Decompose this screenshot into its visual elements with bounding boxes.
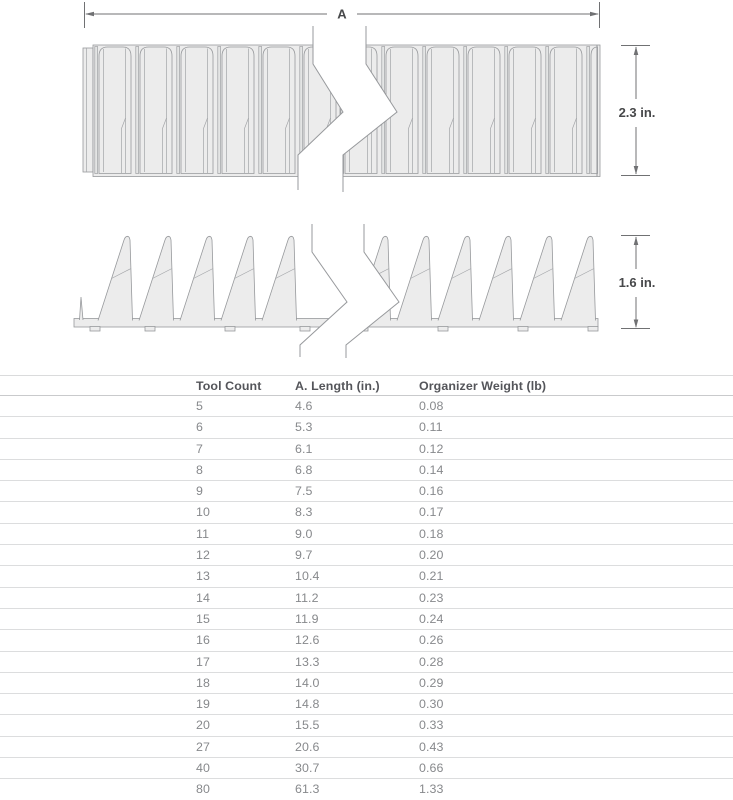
cell-weight: 0.14 bbox=[419, 462, 444, 477]
cell-tool-count: 15 bbox=[196, 611, 210, 626]
table-row bbox=[0, 439, 733, 460]
table-row bbox=[0, 737, 733, 758]
rail-end-cap bbox=[83, 48, 93, 172]
cell-tool-count: 18 bbox=[196, 675, 210, 690]
base-foot bbox=[145, 327, 155, 332]
tooth bbox=[221, 236, 256, 320]
dim-depth-arrow-down bbox=[634, 320, 639, 329]
dim-height-arrow-up bbox=[634, 47, 639, 56]
table-row bbox=[0, 417, 733, 438]
cell-weight: 0.11 bbox=[419, 420, 443, 435]
dim-a-label: A bbox=[337, 6, 347, 22]
cell-length: 9.7 bbox=[295, 548, 313, 563]
tooth bbox=[397, 236, 432, 320]
table-row bbox=[0, 481, 733, 502]
dim-height-arrow-down bbox=[634, 166, 639, 175]
cell-weight: 0.23 bbox=[419, 590, 444, 605]
cell-length: 15.5 bbox=[295, 718, 320, 733]
dimension-depth bbox=[619, 236, 656, 329]
dim-a-arrow-right bbox=[590, 12, 599, 17]
table-row bbox=[0, 588, 733, 609]
cell-weight: 0.20 bbox=[419, 548, 444, 563]
base-foot bbox=[90, 327, 100, 332]
cell-tool-count: 12 bbox=[196, 548, 210, 563]
cell-tool-count: 20 bbox=[196, 718, 210, 733]
table-row bbox=[0, 694, 733, 715]
cell-weight: 0.12 bbox=[419, 441, 444, 456]
cell-tool-count: 80 bbox=[196, 782, 210, 797]
cell-length: 4.6 bbox=[295, 399, 313, 413]
cell-weight: 0.29 bbox=[419, 675, 444, 690]
slot-divider bbox=[546, 47, 549, 174]
cell-length: 11.9 bbox=[295, 611, 319, 626]
slot-divider bbox=[505, 47, 508, 174]
base-foot bbox=[300, 327, 310, 332]
cell-length: 8.3 bbox=[295, 505, 313, 520]
table-row bbox=[0, 652, 733, 673]
base-foot bbox=[518, 327, 528, 332]
spec-table bbox=[0, 375, 733, 800]
table-row bbox=[0, 758, 733, 779]
base-foot bbox=[588, 327, 598, 332]
col-header-length: A. Length (in.) bbox=[295, 379, 380, 393]
slot-divider bbox=[136, 47, 139, 174]
dim-a-arrow-left bbox=[85, 12, 94, 17]
tooth bbox=[262, 236, 297, 320]
tooth bbox=[520, 236, 555, 320]
cell-length: 10.4 bbox=[295, 569, 320, 584]
tooth bbox=[139, 236, 174, 320]
cell-length: 30.7 bbox=[295, 761, 320, 776]
dimension-height bbox=[619, 46, 656, 176]
cell-tool-count: 27 bbox=[196, 739, 210, 754]
dim-depth-arrow-up bbox=[634, 237, 639, 246]
tooth bbox=[561, 236, 596, 320]
cell-length: 7.5 bbox=[295, 484, 313, 499]
cell-length: 14.0 bbox=[295, 675, 320, 690]
table-row bbox=[0, 779, 733, 800]
cell-weight: 0.66 bbox=[419, 761, 444, 776]
cell-tool-count: 17 bbox=[196, 654, 210, 669]
cell-length: 6.1 bbox=[295, 441, 313, 456]
cell-tool-count: 6 bbox=[196, 420, 203, 435]
cell-length: 13.3 bbox=[295, 654, 320, 669]
cell-length: 12.6 bbox=[295, 633, 320, 648]
cell-tool-count: 16 bbox=[196, 633, 210, 648]
slot-divider bbox=[259, 47, 262, 174]
table-row bbox=[0, 502, 733, 523]
cell-weight: 1.33 bbox=[419, 782, 444, 797]
cell-weight: 0.43 bbox=[419, 739, 444, 754]
slot-divider bbox=[423, 47, 426, 174]
table-row bbox=[0, 396, 733, 417]
tooth bbox=[479, 236, 514, 320]
slot-divider bbox=[177, 47, 180, 174]
cell-tool-count: 5 bbox=[196, 399, 203, 413]
cell-length: 9.0 bbox=[295, 526, 313, 541]
table-row bbox=[0, 673, 733, 694]
cell-weight: 0.08 bbox=[419, 399, 444, 413]
cell-length: 5.3 bbox=[295, 420, 313, 435]
base-foot bbox=[438, 327, 448, 332]
tooth bbox=[438, 236, 473, 320]
cell-length: 14.8 bbox=[295, 697, 320, 712]
dimension-a bbox=[85, 2, 600, 28]
organizer-diagram bbox=[0, 0, 733, 365]
organizer-side-view bbox=[74, 224, 598, 358]
cell-tool-count: 8 bbox=[196, 462, 203, 477]
table-row bbox=[0, 524, 733, 545]
dim-height-label: 2.3 in. bbox=[618, 105, 656, 120]
table-row bbox=[0, 715, 733, 736]
cell-tool-count: 10 bbox=[196, 505, 210, 520]
cell-weight: 0.21 bbox=[419, 569, 444, 584]
cell-length: 6.8 bbox=[295, 462, 313, 477]
cell-weight: 0.24 bbox=[419, 611, 444, 626]
table-row bbox=[0, 460, 733, 481]
cell-tool-count: 9 bbox=[196, 484, 203, 499]
slot-divider bbox=[95, 47, 98, 174]
tooth bbox=[98, 236, 133, 320]
table-row bbox=[0, 566, 733, 587]
cell-weight: 0.17 bbox=[419, 505, 444, 520]
slot-divider bbox=[218, 47, 221, 174]
base-foot bbox=[225, 327, 235, 332]
cell-tool-count: 40 bbox=[196, 761, 210, 776]
cell-weight: 0.18 bbox=[419, 526, 444, 541]
cell-weight: 0.30 bbox=[419, 697, 444, 712]
cell-length: 11.2 bbox=[295, 590, 319, 605]
slot-divider bbox=[464, 47, 467, 174]
tooth bbox=[180, 236, 215, 320]
cell-weight: 0.33 bbox=[419, 718, 444, 733]
table-header-row bbox=[0, 375, 733, 396]
col-header-tool-count: Tool Count bbox=[196, 379, 262, 393]
organizer-top-view bbox=[83, 26, 600, 192]
table-row bbox=[0, 609, 733, 630]
dim-depth-label: 1.6 in. bbox=[618, 275, 656, 290]
cell-weight: 0.16 bbox=[419, 484, 444, 499]
cell-tool-count: 19 bbox=[196, 697, 210, 712]
cell-weight: 0.28 bbox=[419, 654, 444, 669]
table-row bbox=[0, 545, 733, 566]
table-row bbox=[0, 630, 733, 651]
cell-length: 20.6 bbox=[295, 739, 320, 754]
cell-tool-count: 13 bbox=[196, 569, 210, 584]
end-spike bbox=[80, 297, 84, 320]
cell-tool-count: 14 bbox=[196, 590, 210, 605]
col-header-weight: Organizer Weight (lb) bbox=[419, 379, 547, 393]
cell-length: 61.3 bbox=[295, 782, 320, 797]
cell-tool-count: 7 bbox=[196, 441, 203, 456]
cell-weight: 0.26 bbox=[419, 633, 444, 648]
cell-tool-count: 11 bbox=[196, 526, 210, 541]
table-body bbox=[0, 396, 733, 800]
